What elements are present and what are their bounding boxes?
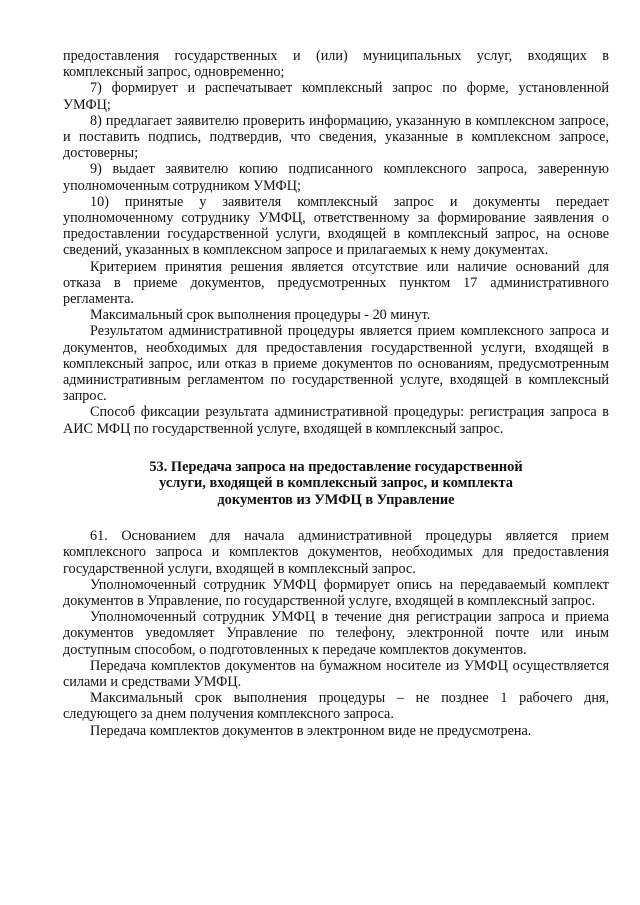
paragraph-item-10: 10) принятые у заявителя комплексный запрос и документы передает уполномоченному сотруднику УМФЦ, ответственному за формирование заявления о предоставлении государственной услуги, входящей в комплексный запрос, на основе сведений, указанных в комплексном запросе и прилагаемых к нему документах. bbox=[63, 193, 609, 259]
paragraph-item-9: 9) выдает заявителю копию подписанного комплексного запроса, заверенную уполномоченным сотрудником УМФЦ; bbox=[63, 161, 609, 194]
paragraph-fixation: Способ фиксации результата административной процедуры: регистрация запроса в АИС МФЦ по государственной услуге, входящей в комплексный запрос. bbox=[63, 404, 609, 437]
section-title-line-1: 53. Передача запроса на предоставление государственной bbox=[149, 458, 523, 475]
paragraph-criterion: Критерием принятия решения является отсутствие или наличие оснований для отказа в приеме документов, предусмотренных пунктом 17 административного регламента. bbox=[63, 258, 609, 308]
paragraph-61: 61. Основанием для начала административной процедуры является прием комплексного запроса и комплектов документов, необходимых для предоставления государственной услуги, входящей в комплексный запрос. bbox=[63, 528, 609, 577]
paragraph-notification: Уполномоченный сотрудник УМФЦ в течение дня регистрации запроса и приема документов уведомляет Управление по телефону, электронной почте или иным доступным способом, о подготовленных к передаче комплектов документов. bbox=[63, 609, 609, 658]
section-title-line-3: документов из УМФЦ в Управление bbox=[217, 491, 455, 508]
section-title bbox=[63, 459, 609, 508]
paragraph-electronic-transfer: Передача комплектов документов в электронном виде не предусмотрена. bbox=[90, 722, 532, 739]
paragraph-max-time: Максимальный срок выполнения процедуры - 20 минут. bbox=[90, 307, 431, 324]
paragraph-item-7: 7) формирует и распечатывает комплексный запрос по форме, установленной УМФЦ; bbox=[63, 80, 609, 113]
paragraph-paper-transfer: Передача комплектов документов на бумажном носителе из УМФЦ осуществляется силами и средствами УМФЦ. bbox=[63, 657, 609, 690]
section-title-line-2: услуги, входящей в комплексный запрос, и комплекта bbox=[159, 475, 513, 492]
document-page bbox=[63, 48, 609, 739]
paragraph-result: Результатом административной процедуры является прием комплексного запроса и документов, необходимых для предоставления государственной услуги, входящей в комплексный запрос, или отказ в приеме документов по основаниям, предусмотренным административным регламентом по государственной услуге, входящей в комплексный запрос. bbox=[63, 323, 609, 405]
paragraph-item-8: 8) предлагает заявителю проверить информацию, указанную в комплексном запросе, и поставить подпись, подтвердив, что сведения, указанные в комплексном запросе, достоверны; bbox=[63, 112, 609, 162]
paragraph-continuation: предоставления государственных и (или) муниципальных услуг, входящих в комплексный запрос, одновременно; bbox=[63, 48, 609, 81]
paragraph-inventory: Уполномоченный сотрудник УМФЦ формирует опись на передаваемый комплект документов в Управление, по государственной услуге, входящей в комплексный запрос. bbox=[63, 576, 609, 609]
paragraph-max-deadline: Максимальный срок выполнения процедуры – не позднее 1 рабочего дня, следующего за днем получения комплексного запроса. bbox=[63, 690, 609, 723]
